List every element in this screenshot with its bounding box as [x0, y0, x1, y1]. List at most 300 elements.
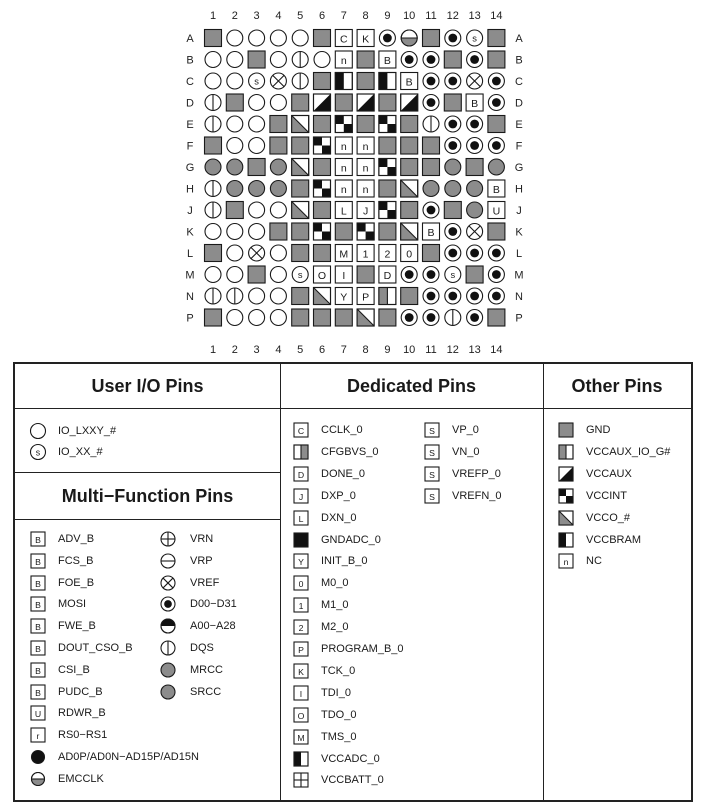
pin-F5-gnd-pin-icon [292, 137, 309, 154]
pin-E1-dqs-pin-icon [205, 116, 221, 132]
pin-G4-clock-capable-pin-icon [270, 159, 286, 175]
letter-box-icon [291, 661, 311, 681]
svg-text:S: S [429, 469, 435, 480]
letter-box-icon [31, 532, 45, 546]
letter-box-icon [425, 489, 439, 503]
pin-G10-gnd-pin-icon [401, 159, 418, 176]
pin-H10-vcco-pin-icon [401, 180, 418, 197]
pin-B10-data-pin-icon [401, 52, 417, 68]
row-label-left: B [186, 54, 194, 67]
pin-N11-data-pin-icon [423, 288, 439, 304]
pin-P8-vcco-pin-icon [357, 309, 374, 326]
pin-C10-letter-box-icon [401, 73, 418, 90]
pin-E5-vcco-pin-icon [292, 116, 309, 133]
column-label-top: 12 [446, 10, 459, 22]
pin-F11-gnd-pin-icon [423, 137, 440, 154]
vccbram-pin-icon [556, 530, 576, 550]
vccbatt-pin-icon [291, 770, 311, 790]
vrn-pin-icon [158, 529, 178, 549]
pin-M14-data-pin-icon [488, 267, 504, 283]
pin-C13-vref-pin-icon [467, 73, 483, 89]
letter-box-icon [28, 703, 48, 723]
letter-box-icon [291, 486, 311, 506]
svg-text:K: K [298, 666, 304, 677]
pin-K9-gnd-pin-icon [379, 223, 396, 240]
column-label-top: 10 [403, 10, 416, 22]
pin-C14-data-pin-icon [488, 73, 504, 89]
svg-text:B: B [405, 76, 413, 89]
legend-item [291, 573, 531, 593]
letter-box-icon [291, 683, 311, 703]
legend-item-label: SRCC [190, 685, 222, 698]
letter-box-icon [31, 641, 45, 655]
pin-M13-gnd-pin-icon [466, 266, 483, 283]
svg-text:n: n [340, 184, 347, 197]
pin-A7-letter-box-icon [335, 30, 352, 47]
pin-C11-data-pin-icon [423, 73, 439, 89]
pin-G11-gnd-pin-icon [423, 159, 440, 176]
legend-item-label: VCCBRAM [586, 533, 642, 546]
pin-K11-letter-box-icon [423, 223, 440, 240]
pin-F10-gnd-pin-icon [401, 137, 418, 154]
pin-E3-io-pin-icon [249, 116, 265, 132]
svg-text:B: B [383, 55, 391, 68]
row-label-left: M [185, 269, 195, 282]
legend-item [556, 486, 705, 506]
pin-G2-clock-capable-pin-icon [227, 159, 243, 175]
legend-item-label: GND [586, 424, 611, 436]
svg-text:s: s [297, 270, 303, 281]
pin-B1-io-pin-icon [205, 52, 221, 68]
svg-text:B: B [427, 227, 435, 240]
pin-C3-single-ended-io-icon [249, 73, 265, 89]
svg-text:r: r [36, 730, 40, 741]
pin-C5-dqs-pin-icon [292, 73, 308, 89]
row-label-right: C [515, 76, 523, 88]
vcco-pin-icon [556, 508, 576, 528]
svg-text:n: n [362, 162, 369, 175]
pin-A12-data-pin-icon [445, 30, 461, 46]
vccaux-pin-icon [556, 464, 576, 484]
pin-K4-gnd-pin-icon [270, 223, 287, 240]
svg-text:Y: Y [340, 291, 348, 304]
pin-L4-io-pin-icon [270, 245, 286, 261]
legend-item-label: A00−A28 [190, 620, 236, 633]
svg-text:0: 0 [406, 248, 413, 261]
row-label-left: H [186, 183, 194, 196]
pin-legend [13, 362, 693, 802]
legend-item-label: VCCINT [586, 489, 627, 502]
letter-box-icon [294, 642, 308, 656]
pin-M12-single-ended-io-icon [445, 267, 461, 283]
pin-A8-letter-box-icon [357, 30, 374, 47]
legend-item-label: VCCAUX_IO_G# [586, 445, 671, 458]
svg-text:B: B [35, 578, 41, 589]
column-label-bottom: 8 [362, 344, 369, 356]
vccaux-io-pin-icon [556, 442, 576, 462]
pin-N6-vcco-pin-icon [314, 288, 331, 305]
svg-text:S: S [429, 425, 435, 436]
dedicated-title: Dedicated Pins [280, 364, 543, 409]
pin-J8-letter-box-icon [357, 202, 374, 219]
letter-box-icon [291, 595, 311, 615]
vccint-pin-icon [556, 486, 576, 506]
vref-pin-icon [158, 573, 178, 593]
legend-item-label: TDO_0 [321, 708, 357, 721]
pin-C6-gnd-pin-icon [314, 73, 331, 90]
pin-D12-gnd-pin-icon [444, 94, 461, 111]
pin-K3-io-pin-icon [249, 224, 265, 240]
letter-box-icon [31, 554, 45, 568]
pin-P6-gnd-pin-icon [314, 309, 331, 326]
pin-C2-io-pin-icon [227, 73, 243, 89]
legend-item [28, 725, 268, 745]
pin-C4-vref-pin-icon [270, 73, 286, 89]
column-label-bottom: 9 [384, 344, 391, 356]
pin-D10-vccaux-pin-icon [401, 94, 418, 111]
pin-D4-io-pin-icon [270, 95, 286, 111]
pin-J4-io-pin-icon [270, 202, 286, 218]
pin-B14-gnd-pin-icon [488, 51, 505, 68]
legend-item-label: D00−D31 [190, 598, 237, 611]
legend-item-label: RS0−RS1 [58, 729, 108, 742]
legend-item [28, 703, 268, 723]
letter-box-icon [291, 573, 311, 593]
pin-J5-vcco-pin-icon [292, 202, 309, 219]
svg-text:M: M [339, 248, 349, 261]
pin-H8-letter-box-icon [357, 180, 374, 197]
column-label-top: 1 [209, 10, 217, 22]
letter-box-icon [291, 420, 311, 440]
legend-item [28, 421, 268, 441]
vrp-pin-icon [158, 551, 178, 571]
letter-box-icon [28, 682, 48, 702]
pin-P13-data-pin-icon [467, 310, 483, 326]
legend-item-label: IO_LXXY_# [58, 425, 117, 437]
pin-H14-letter-box-icon [488, 180, 505, 197]
pin-E8-gnd-pin-icon [357, 116, 374, 133]
pin-E10-gnd-pin-icon [401, 116, 418, 133]
svg-text:I: I [342, 270, 346, 283]
column-label-bottom: 7 [340, 344, 347, 356]
letter-box-icon [28, 594, 48, 614]
legend-item [556, 508, 705, 528]
pin-F13-data-pin-icon [467, 138, 483, 154]
svg-text:2: 2 [384, 248, 391, 261]
cfgbvs-pin-icon [294, 445, 308, 459]
legend-item-label: VP_0 [452, 424, 479, 436]
svg-text:J: J [362, 205, 369, 218]
svg-text:C: C [297, 425, 305, 436]
pin-D14-data-pin-icon [488, 95, 504, 111]
vrn-pin-icon [161, 532, 175, 546]
letter-box-icon [425, 423, 439, 437]
letter-box-icon [294, 423, 308, 437]
svg-text:B: B [35, 556, 41, 567]
pin-C8-gnd-pin-icon [357, 73, 374, 90]
dqs-pin-icon [158, 638, 178, 658]
pin-A11-gnd-pin-icon [423, 30, 440, 47]
svg-text:J: J [298, 491, 304, 502]
pin-P7-gnd-pin-icon [335, 309, 352, 326]
legend-item-label: DOUT_CSO_B [58, 642, 133, 654]
letter-box-icon [294, 576, 308, 590]
column-label-top: 14 [490, 10, 503, 22]
legend-item-label: VRN [190, 533, 214, 545]
svg-text:P: P [298, 644, 304, 655]
analog-input-pin-icon [28, 747, 48, 767]
row-label-right: F [515, 140, 523, 153]
pin-G3-gnd-pin-icon [248, 159, 265, 176]
pin-H13-clock-capable-pin-icon [467, 181, 483, 197]
pin-A3-io-pin-icon [249, 30, 265, 46]
pin-G13-gnd-pin-icon [466, 159, 483, 176]
pin-J14-letter-box-icon [488, 202, 505, 219]
pin-D9-gnd-pin-icon [379, 94, 396, 111]
pin-M10-data-pin-icon [401, 267, 417, 283]
legend-item-label: DXN_0 [321, 511, 357, 524]
pin-N9-vccaux-io-pin-icon [379, 288, 396, 305]
letter-box-icon [291, 508, 311, 528]
svg-text:Y: Y [298, 557, 304, 568]
svg-text:0: 0 [298, 579, 304, 590]
svg-text:B: B [35, 687, 41, 698]
legend-item-label: VREFP_0 [452, 467, 501, 480]
pin-D11-data-pin-icon [423, 95, 439, 111]
pin-N5-gnd-pin-icon [292, 288, 309, 305]
svg-text:s: s [472, 33, 477, 44]
legend-item-label: CCLK_0 [321, 424, 363, 436]
pin-D8-vccaux-pin-icon [357, 94, 374, 111]
column-label-bottom: 3 [253, 344, 260, 356]
legend-item-label: FOE_B [58, 576, 95, 589]
pin-M11-data-pin-icon [423, 267, 439, 283]
svg-text:D: D [383, 270, 392, 283]
pin-P12-dqs-pin-icon [445, 310, 461, 326]
legend-item-label: VCCBATT_0 [321, 774, 384, 787]
column-label-bottom: 2 [231, 344, 238, 356]
row-label-left: P [186, 312, 194, 325]
pin-G9-vccint-pin-icon [379, 159, 396, 176]
letter-box-icon [28, 551, 48, 571]
pin-F3-io-pin-icon [249, 138, 265, 154]
column-label-top: 3 [253, 10, 260, 22]
legend-item [291, 705, 531, 725]
pin-H7-letter-box-icon [335, 180, 352, 197]
letter-box-icon [291, 464, 311, 484]
pin-G5-vcco-pin-icon [292, 159, 309, 176]
pin-A2-io-pin-icon [227, 30, 243, 46]
legend-item-label: VRP [190, 554, 213, 567]
pin-E6-gnd-pin-icon [314, 116, 331, 133]
pin-K2-io-pin-icon [227, 224, 243, 240]
pin-A10-emcclk-pin-icon [401, 30, 417, 46]
letter-box-icon [291, 727, 311, 747]
row-label-right: G [514, 162, 524, 174]
letter-box-icon [294, 730, 308, 744]
gnd-pin-icon [559, 423, 573, 437]
letter-box-icon [422, 420, 442, 440]
pin-F14-data-pin-icon [488, 138, 504, 154]
pin-N2-dqs-pin-icon [227, 288, 243, 304]
pin-G14-clock-capable-pin-icon [488, 159, 504, 175]
address-pin-icon [158, 616, 178, 636]
legend-item [291, 661, 531, 681]
row-label-right: K [515, 226, 523, 239]
address-pin-icon [161, 619, 175, 633]
legend-item-label: VCCAUX [586, 467, 632, 480]
legend-item-label: VCCO_# [586, 511, 631, 524]
row-label-left: E [186, 119, 194, 131]
legend-item [556, 530, 705, 550]
pin-F1-gnd-pin-icon [205, 137, 222, 154]
pin-F7-letter-box-icon [335, 137, 352, 154]
pin-N4-io-pin-icon [270, 288, 286, 304]
row-label-left: N [186, 291, 194, 303]
legend-item [28, 769, 268, 789]
letter-box-icon [31, 663, 45, 677]
pin-D1-dqs-pin-icon [205, 95, 221, 111]
pin-D2-gnd-pin-icon [226, 94, 243, 111]
letter-box-icon [28, 725, 48, 745]
row-label-right: B [515, 54, 523, 67]
pin-K7-gnd-pin-icon [335, 223, 352, 240]
svg-text:1: 1 [362, 248, 369, 261]
legend-item [556, 464, 705, 484]
letter-box-icon [31, 706, 45, 720]
pin-E14-gnd-pin-icon [488, 116, 505, 133]
pin-C12-data-pin-icon [445, 73, 461, 89]
pin-A1-gnd-pin-icon [205, 30, 222, 47]
svg-text:1: 1 [298, 600, 304, 611]
legend-item-label: MRCC [190, 663, 223, 676]
pin-L9-letter-box-icon [379, 245, 396, 262]
pin-A4-io-pin-icon [270, 30, 286, 46]
svg-text:s: s [254, 76, 259, 87]
column-label-top: 9 [384, 10, 391, 22]
pin-K6-vccint-pin-icon [314, 223, 331, 240]
emcclk-pin-icon [28, 769, 48, 789]
letter-box-icon [425, 445, 439, 459]
pin-B12-gnd-pin-icon [444, 51, 461, 68]
svg-text:S: S [429, 447, 435, 458]
pin-C7-vccbram-pin-icon [335, 73, 352, 90]
column-label-bottom: 5 [297, 344, 304, 356]
clock-capable-pin-icon [161, 663, 175, 677]
svg-text:B: B [35, 600, 41, 611]
column-label-top: 11 [425, 10, 437, 22]
letter-box-icon [291, 639, 311, 659]
clock-capable-pin-icon [161, 685, 175, 699]
column-label-bottom: 1 [209, 344, 217, 356]
pin-L13-data-pin-icon [467, 245, 483, 261]
pin-J13-clock-capable-pin-icon [467, 202, 483, 218]
legend-item-label: GNDADC_0 [321, 533, 381, 546]
legend-item [291, 617, 531, 637]
row-label-left: L [186, 248, 194, 260]
pin-M2-io-pin-icon [227, 267, 243, 283]
pin-H11-clock-capable-pin-icon [423, 181, 439, 197]
pin-D13-letter-box-icon [466, 94, 483, 111]
legend-item-label: VN_0 [452, 445, 480, 458]
pin-M1-io-pin-icon [205, 267, 221, 283]
svg-text:B: B [35, 534, 41, 545]
pin-L6-gnd-pin-icon [314, 245, 331, 262]
letter-box-icon [294, 708, 308, 722]
pin-E7-vccint-pin-icon [335, 116, 352, 133]
pin-B8-gnd-pin-icon [357, 51, 374, 68]
row-label-right: P [515, 312, 523, 325]
svg-text:C: C [339, 33, 348, 46]
vccbram-pin-icon [559, 533, 573, 547]
pin-N7-letter-box-icon [335, 288, 352, 305]
pin-D7-gnd-pin-icon [335, 94, 352, 111]
legend-item [291, 595, 531, 615]
pin-L2-io-pin-icon [227, 245, 243, 261]
other-title: Other Pins [543, 364, 691, 409]
svg-text:n: n [340, 162, 347, 175]
legend-item-label: RDWR_B [58, 707, 106, 720]
pin-L10-letter-box-icon [401, 245, 418, 262]
pin-E4-gnd-pin-icon [270, 116, 287, 133]
letter-box-icon [294, 511, 308, 525]
pin-J3-io-pin-icon [249, 202, 265, 218]
column-label-bottom: 6 [318, 344, 326, 356]
gndadc-pin-icon [291, 530, 311, 550]
single-ended-io-icon [28, 442, 48, 462]
letter-box-icon [291, 705, 311, 725]
legend-item-label: CFGBVS_0 [321, 445, 379, 458]
legend-item [291, 639, 531, 659]
pin-G8-letter-box-icon [357, 159, 374, 176]
single-ended-io-icon [31, 445, 46, 460]
pin-P11-data-pin-icon [423, 310, 439, 326]
pin-M4-io-pin-icon [270, 267, 286, 283]
letter-box-icon [28, 638, 48, 658]
pin-D5-gnd-pin-icon [292, 94, 309, 111]
letter-box-icon [422, 464, 442, 484]
svg-text:B: B [471, 98, 479, 111]
legend-item [291, 749, 531, 769]
legend-item-label: ADV_B [58, 533, 95, 545]
legend-item-label: FCS_B [58, 554, 94, 567]
svg-text:L: L [340, 205, 347, 218]
row-label-right: N [515, 291, 523, 303]
pin-K5-gnd-pin-icon [292, 223, 309, 240]
pin-N3-io-pin-icon [249, 288, 265, 304]
legend-item [291, 530, 531, 550]
pin-J6-gnd-pin-icon [314, 202, 331, 219]
legend-item [28, 442, 268, 462]
pin-A13-single-ended-io-icon [467, 30, 483, 46]
pin-E2-io-pin-icon [227, 116, 243, 132]
row-label-left: J [187, 205, 193, 217]
svg-text:2: 2 [298, 622, 304, 633]
pin-A5-io-pin-icon [292, 30, 308, 46]
pin-L3-vref-pin-icon [249, 245, 265, 261]
column-label-bottom: 11 [425, 344, 437, 356]
legend-item-label: PROGRAM_B_0 [321, 643, 404, 655]
pin-P3-io-pin-icon [249, 310, 265, 326]
row-label-left: D [186, 97, 194, 110]
legend-item [556, 442, 705, 462]
pin-J12-gnd-pin-icon [444, 202, 461, 219]
column-label-bottom: 14 [490, 344, 503, 356]
pin-A9-data-pin-icon [379, 30, 395, 46]
letter-box-icon [28, 616, 48, 636]
pin-L12-data-pin-icon [445, 245, 461, 261]
pin-K8-vccint-pin-icon [357, 223, 374, 240]
